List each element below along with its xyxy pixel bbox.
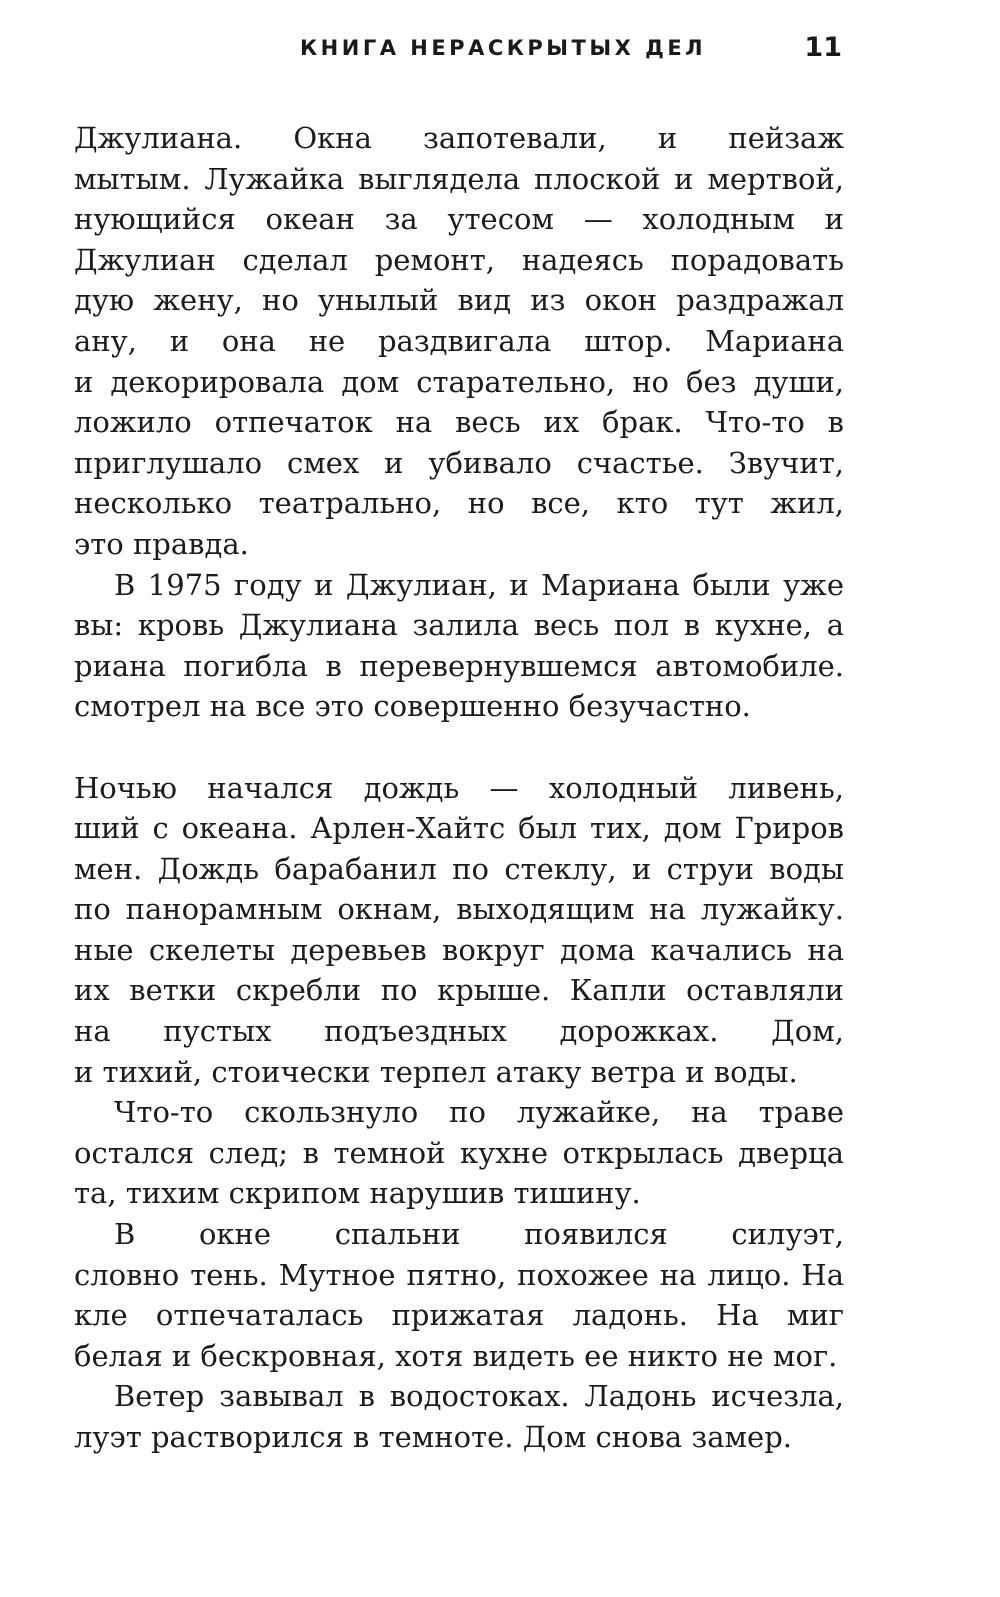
text-line: белая и бескровная, хотя видеть ее никто не мог. [74,1338,838,1373]
text-line: на пустых подъездных дорожках. Дом, [74,1014,844,1049]
text-line: ные скелеты деревьев вокруг дома качались на [74,932,844,967]
paragraph [74,768,844,1093]
text-line: Ветер завывал в водостоках. Ладонь исчезла, [114,1379,844,1414]
text-line: несколько театрально, но все, кто тут жил, [74,486,844,521]
text-line: дую жену, но унылый вид из окон раздражал [74,283,844,318]
text-line: остался след; в темной кухне открылась дверца [74,1135,844,1170]
paragraph [74,118,844,565]
text-line: риана погибла в перевернувшемся автомобиле. [74,648,844,683]
text-line: Ночью начался дождь — холодный ливень, [74,770,844,805]
text-line: Джулиана. Окна запотевали, и пейзаж [74,121,844,155]
section-break [74,727,844,768]
text-line: вы: кровь Джулиана залила весь пол в кухне, а [74,608,844,643]
text-line: ший с океана. Арлен-Хайтс был тих, дом Гриров [74,811,844,846]
text-line: смотрел на все это совершенно безучастно. [74,689,751,724]
text-line: В 1975 году и Джулиан, и Мариана были уже [114,567,844,602]
text-line: Что-то скользнуло по лужайке, на траве [114,1095,844,1130]
text-line: Джулиан сделал ремонт, надеясь порадовать [74,242,844,277]
text-line: мытым. Лужайка выглядела плоской и мертвой, [74,161,844,196]
text-line: их ветки скребли по крыше. Капли оставляли [74,973,844,1008]
body-text [74,118,844,1458]
text-line: кле отпечаталась прижатая ладонь. На миг [74,1298,844,1333]
paragraph [74,1376,844,1457]
book-title: КНИГА НЕРАСКРЫТЫХ ДЕЛ [300,36,707,60]
paragraph [74,1092,844,1214]
text-line: луэт растворился в темноте. Дом снова замер. [74,1420,793,1454]
text-line: нующийся океан за утесом — холодным и [74,202,844,237]
text-line: та, тихим скрипом нарушив тишину. [74,1176,641,1211]
text-line: мен. Дождь барабанил по стеклу, и струи воды [74,851,844,886]
text-line: по панорамным окнам, выходящим на лужайку. [74,892,844,927]
text-line: и тихий, стоически терпел атаку ветра и воды. [74,1054,798,1089]
text-line: В окне спальни появился силуэт, [114,1217,844,1252]
text-line: ану, и она не раздвигала штор. Мариана [74,323,844,358]
text-line: это правда. [74,526,249,561]
running-header [72,32,842,72]
paragraph [74,1214,844,1376]
text-line: ложило отпечаток на весь их брак. Что-то в [74,405,844,440]
page-number: 11 [804,32,842,63]
text-line: и декорировала дом старательно, но без души, [74,364,844,399]
text-line: приглушало смех и убивало счастье. Звучит, [74,445,844,480]
paragraph [74,565,844,727]
text-line: словно тень. Мутное пятно, похожее на лицо. На [74,1257,844,1292]
